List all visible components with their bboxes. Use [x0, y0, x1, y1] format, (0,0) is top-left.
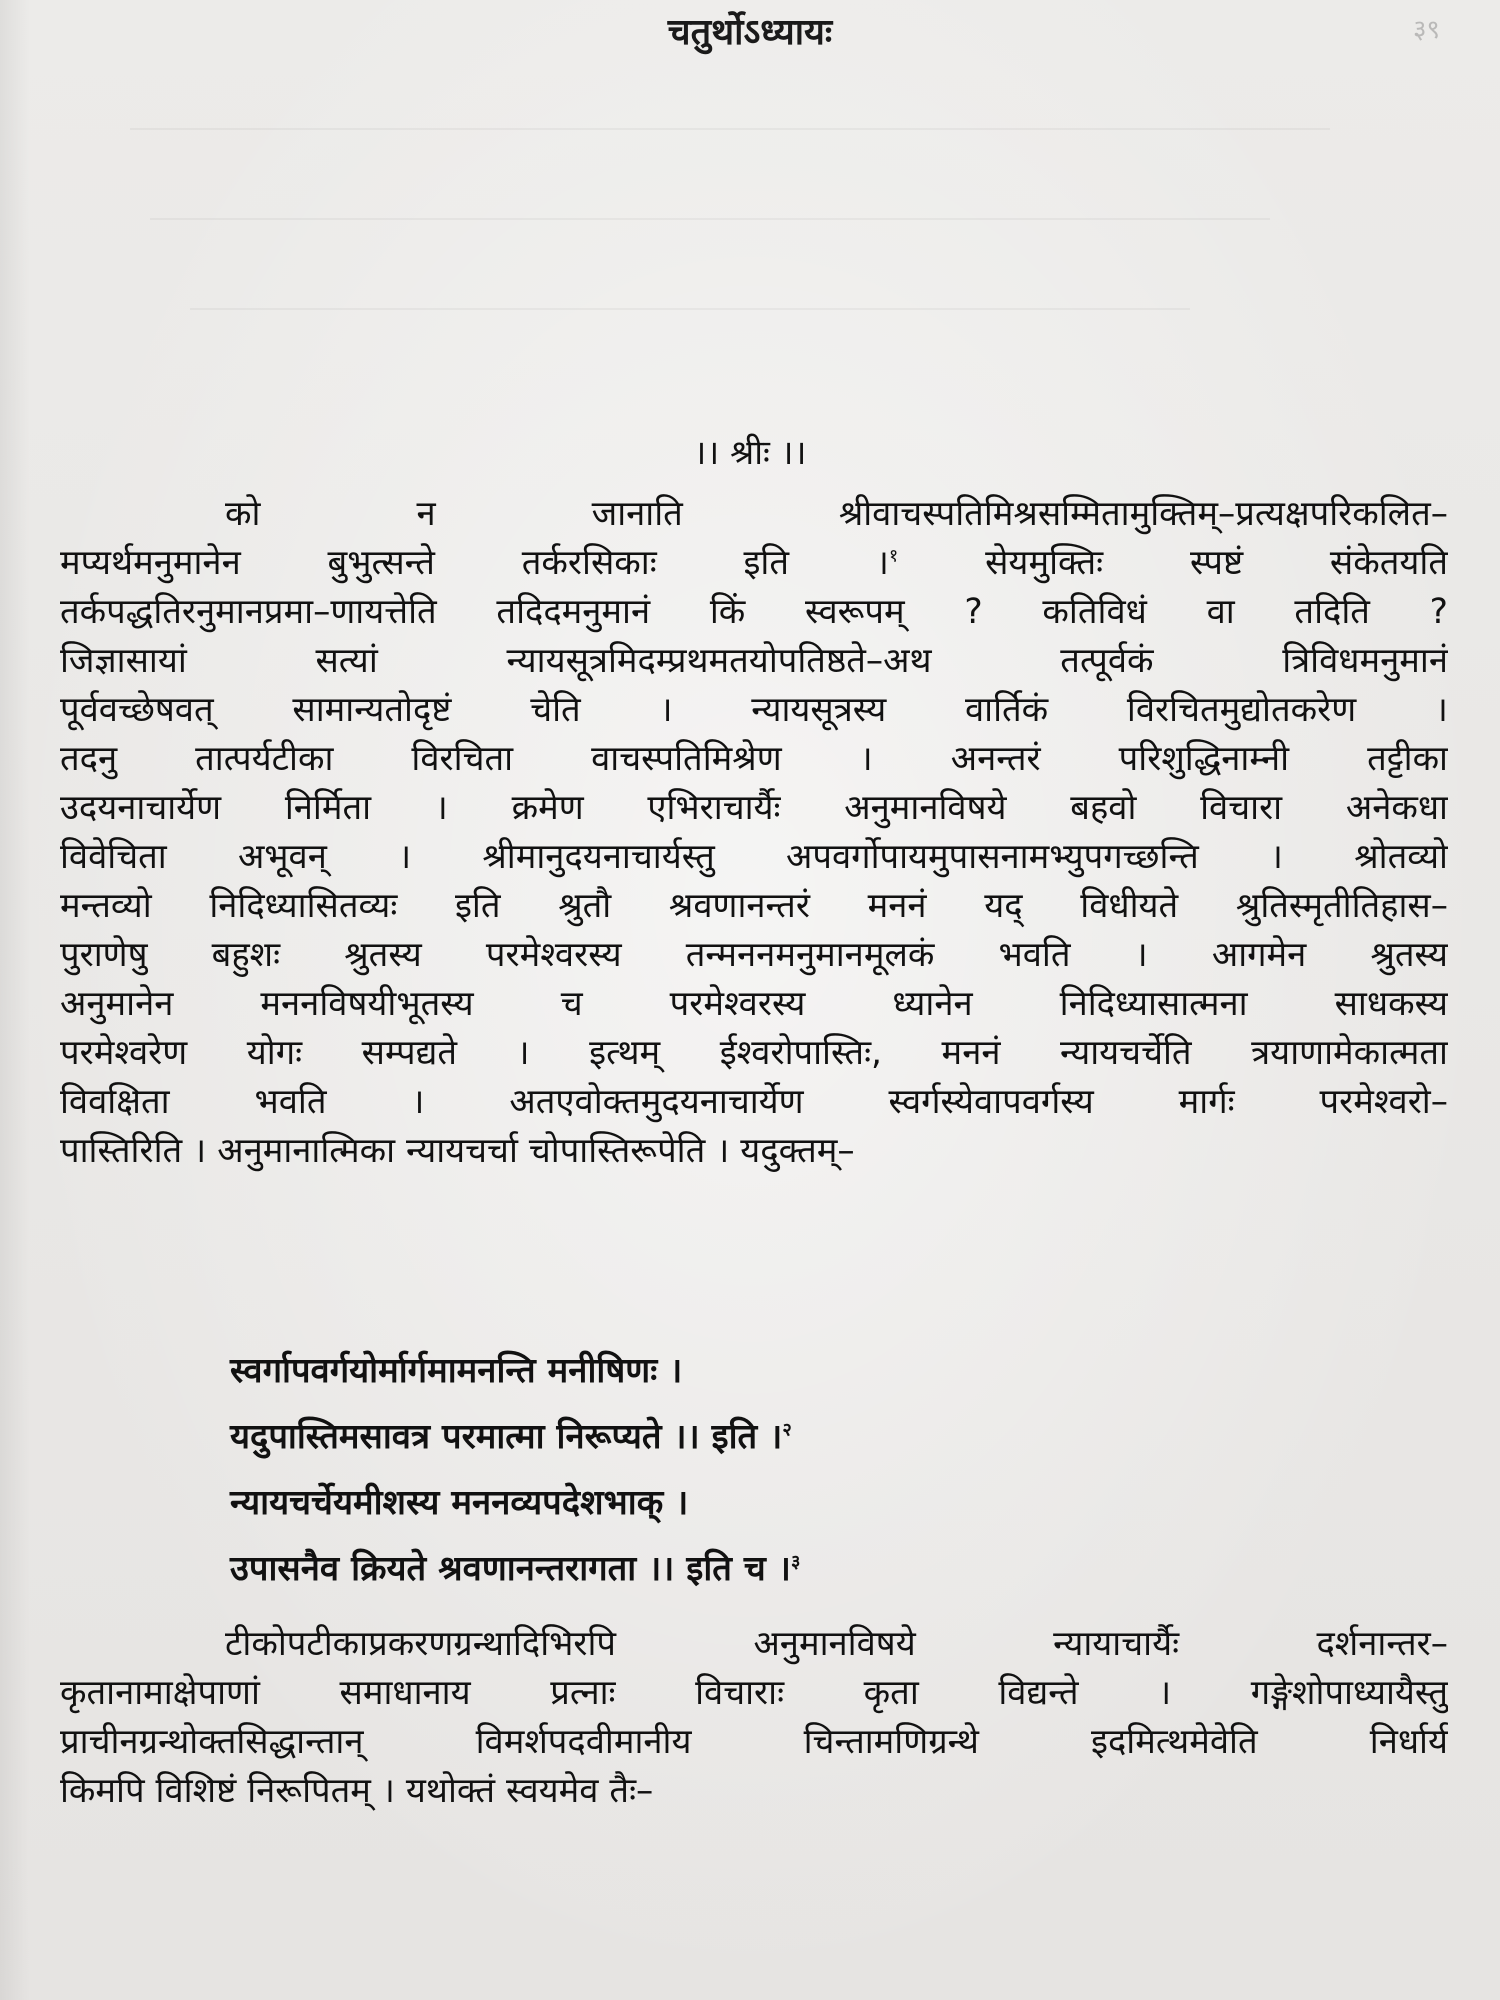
text-line: कृतानामाक्षेपाणां समाधानाय प्रत्नाः विचाराः कृता विद्यन्ते । गङ्गेशोपाध्यायैस्तु	[60, 1673, 1448, 1713]
text-line: तदनु तात्पर्यटीका विरचिता वाचस्पतिमिश्रेण । अनन्तरं परिशुद्धिनाम्नी तट्टीका	[60, 739, 1448, 779]
text-line: मप्यर्थमनुमानेन बुभुत्सन्ते तर्करसिकाः इति ।$^१$ सेयमुक्तिः स्पष्टं संकेतयति	[60, 543, 1448, 583]
footnote-mark: २	[782, 1419, 792, 1441]
text-line: प्राचीनग्रन्थोक्तसिद्धान्तान् विमर्शपदवीमानीय चिन्तामणिग्रन्थे इदमित्थमेवेति निर्धार्य	[60, 1722, 1448, 1762]
text-line: टीकोपटीकाप्रकरणग्रन्थादिभिरपि अनुमानविषये न्यायाचार्यैः दर्शनान्तर–	[225, 1624, 1448, 1664]
invocation-shri: ।। श्रीः ।।	[693, 433, 807, 473]
footnote-mark: १	[888, 545, 899, 567]
text-line: विवक्षिता भवति । अतएवोक्तमुदयनाचार्येण स्वर्गस्येवापवर्गस्य मार्गः परमेश्वरो–	[60, 1082, 1448, 1122]
text-line: को न जानाति श्रीवाचस्पतिमिश्रसम्मितामुक्तिम्–प्रत्यक्षपरिकलित–	[225, 494, 1448, 534]
verse-line: उपासनैव क्रियते श्रवणानन्तरागता ।। इति च ।$^३$	[230, 1549, 801, 1589]
text-line: उदयनाचार्येण निर्मिता । क्रमेण एभिराचार्यैः अनुमानविषये बहवो विचारा अनेकधा	[60, 788, 1448, 828]
text-line: विवेचिता अभूवन् । श्रीमानुदयनाचार्यस्तु अपवर्गोपायमुपासनामभ्युपगच्छन्ति । श्रोतव्यो	[60, 837, 1448, 877]
text-line: पुराणेषु बहुशः श्रुतस्य परमेश्वरस्य तन्मननमनुमानमूलकं भवति । आगमेन श्रुतस्य	[60, 935, 1448, 975]
verse-line: न्यायचर्चेयमीशस्य मननव्यपदेशभाक् ।	[230, 1483, 689, 1523]
text-line: किमपि विशिष्टं निरूपितम् । यथोक्तं स्वयमेव तैः–	[60, 1771, 654, 1811]
text-line: जिज्ञासायां सत्यां न्यायसूत्रमिदम्प्रथमतयोपतिष्ठते–अथ तत्पूर्वकं त्रिविधमनुमानं	[60, 641, 1448, 681]
text-line: अनुमानेन मननविषयीभूतस्य च परमेश्वरस्य ध्यानेन निदिध्यासात्मना साधकस्य	[60, 984, 1448, 1024]
verse-block	[230, 1338, 1430, 1602]
text-line: पूर्ववच्छेषवत् सामान्यतोदृष्टं चेति । न्यायसूत्रस्य वार्तिकं विरचितमुद्योतकरेण ।	[60, 690, 1448, 730]
paragraph-2	[60, 1620, 1448, 1816]
paragraph-1	[60, 490, 1448, 1176]
verse-line: स्वर्गापवर्गयोर्मार्गमामनन्ति मनीषिणः ।	[230, 1351, 683, 1391]
text-line: तर्कपद्धतिरनुमानप्रमा–णायत्तेति तदिदमनुमानं किं स्वरूपम् ? कतिविधं वा तदिति ?	[60, 592, 1448, 632]
page-edge-shadow	[0, 0, 30, 2000]
footnote-mark: ३	[790, 1551, 801, 1573]
bleed-through-texture	[90, 80, 1410, 380]
page-number: ३९	[1412, 15, 1440, 45]
chapter-heading: चतुर्थोऽध्यायः	[667, 12, 833, 53]
text-line: परमेश्वरेण योगः सम्पद्यते । इत्थम् ईश्वरोपास्तिः, मननं न्यायचर्चेति त्रयाणामेकात्मता	[60, 1033, 1448, 1073]
text-line: मन्तव्यो निदिध्यासितव्यः इति श्रुतौ श्रवणानन्तरं मननं यद् विधीयते श्रुतिस्मृतीतिहास–	[60, 886, 1448, 926]
verse-line: यदुपास्तिमसावत्र परमात्मा निरूप्यते ।। इति ।$^२$	[230, 1417, 792, 1457]
text-line: पास्तिरिति । अनुमानात्मिका न्यायचर्चा चोपास्तिरूपेति । यदुक्तम्–	[60, 1131, 855, 1171]
